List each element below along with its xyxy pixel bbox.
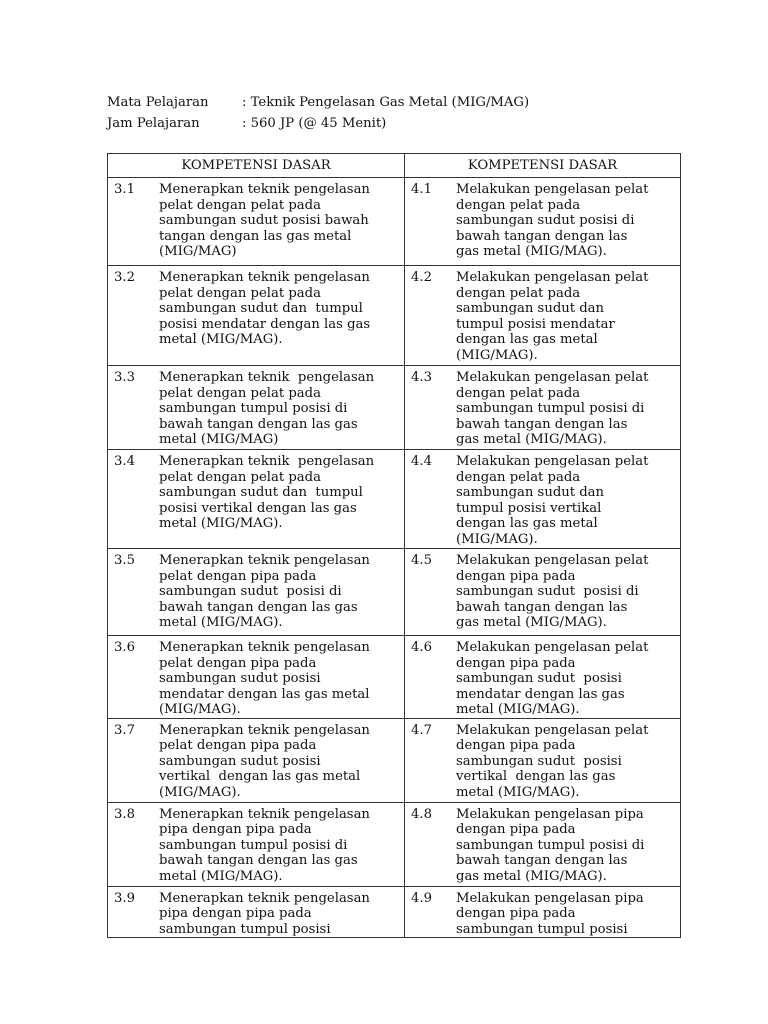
competency-number: 3.2	[114, 270, 135, 285]
subject-value: : Teknik Pengelasan Gas Metal (MIG/MAG)	[242, 95, 530, 110]
competency-text	[456, 640, 680, 718]
competency-text-line: tumpul posisi vertikal	[456, 500, 602, 516]
competency-cell-knowledge	[108, 366, 405, 450]
competency-number: 3.8	[114, 806, 135, 822]
competency-text-line: (MIG/MAG).	[456, 531, 538, 547]
competency-text-line: dengan pelat pada	[456, 469, 581, 485]
competency-text	[456, 891, 680, 938]
competency-text-line: Menerapkan teknik pengelasan	[159, 890, 370, 906]
competency-text-line: dengan pipa pada	[456, 568, 576, 584]
competency-text-line: sambungan sudut posisi	[456, 753, 622, 769]
competency-number: 3.5	[114, 553, 135, 568]
competency-text	[456, 553, 680, 631]
table-row	[108, 636, 681, 719]
competency-text-line: Menerapkan teknik pengelasan	[159, 722, 370, 738]
competency-text-line: tangan dengan las gas metal	[159, 228, 352, 244]
document-header	[107, 92, 529, 134]
competency-text	[159, 454, 404, 532]
competency-cell-knowledge	[108, 636, 405, 719]
competency-text-line: bawah tangan dengan las	[456, 853, 628, 868]
competency-text-line: Menerapkan teknik pengelasan	[159, 270, 370, 285]
competency-number: 3.9	[114, 890, 135, 906]
competency-number: 4.1	[411, 182, 432, 197]
table-row	[108, 266, 681, 366]
competency-text-line: sambungan tumpul posisi	[159, 921, 331, 937]
competency-text-line: dengan pipa pada	[456, 906, 576, 921]
competency-text-line: Menerapkan teknik pengelasan	[159, 370, 375, 385]
competency-text-line: Menerapkan teknik pengelasan	[159, 182, 370, 197]
column-header-knowledge: KOMPETENSI DASAR	[108, 154, 405, 178]
competency-text-line: Melakukan pengelasan pipa	[456, 890, 644, 906]
competency-text-line: Melakukan pengelasan pelat	[456, 722, 649, 738]
competency-text-line: Menerapkan teknik pengelasan	[159, 553, 370, 568]
competency-text-line: sambungan sudut posisi di	[456, 213, 635, 228]
competency-text	[159, 891, 404, 938]
competency-text	[159, 182, 404, 260]
competency-text-line: pelat dengan pelat pada	[159, 197, 321, 213]
competency-text-line: dengan pipa pada	[456, 655, 576, 671]
competency-text-line: metal (MIG/MAG).	[159, 868, 283, 884]
competency-number: 4.5	[411, 553, 432, 568]
hours-label: Jam Pelajaran	[107, 116, 200, 131]
competency-cell-skill	[405, 549, 681, 636]
competency-cell-knowledge	[108, 886, 405, 938]
competency-text-line: sambungan tumpul posisi di	[159, 401, 348, 416]
competency-text-line: vertikal dengan las gas metal	[159, 769, 361, 784]
competency-text-line: bawah tangan dengan las gas	[159, 853, 358, 868]
competency-cell-skill	[405, 886, 681, 938]
competency-number: 4.7	[411, 722, 432, 738]
competency-text-line: sambungan sudut posisi	[159, 753, 321, 769]
competency-text-line: bawah tangan dengan las gas	[159, 416, 358, 432]
table-row	[108, 802, 681, 886]
competency-text-line: pelat dengan pelat pada	[159, 469, 321, 485]
table-row	[108, 366, 681, 450]
competency-cell-knowledge	[108, 549, 405, 636]
competency-text-line: gas metal (MIG/MAG).	[456, 615, 607, 630]
competency-text-line: pelat dengan pipa pada	[159, 655, 317, 671]
competency-cell-knowledge	[108, 266, 405, 366]
competency-cell-skill	[405, 718, 681, 802]
competency-text-line: sambungan tumpul posisi di	[456, 837, 645, 853]
competency-text-line: (MIG/MAG).	[159, 784, 241, 800]
subject-label: Mata Pelajaran	[107, 95, 209, 110]
competency-text-line: dengan pelat pada	[456, 385, 581, 401]
competency-text-line: sambungan sudut posisi bawah	[159, 213, 369, 228]
competency-cell-knowledge	[108, 178, 405, 266]
hours-value: : 560 JP (@ 45 Menit)	[242, 116, 387, 131]
competency-text-line: Menerapkan teknik pengelasan	[159, 640, 370, 655]
competency-number: 4.4	[411, 454, 432, 469]
competency-text	[456, 454, 680, 547]
competency-number: 4.9	[411, 890, 432, 906]
competency-text-line: sambungan sudut posisi	[456, 671, 622, 686]
competency-number: 3.6	[114, 640, 135, 655]
hours-row	[107, 113, 529, 134]
competency-text-line: Melakukan pengelasan pelat	[456, 553, 649, 568]
competency-text-line: dengan pipa pada	[456, 738, 576, 753]
competency-text-line: dengan las gas metal	[456, 332, 598, 347]
competency-text-line: posisi vertikal dengan las gas	[159, 500, 357, 516]
competency-text-line: sambungan tumpul posisi di	[159, 837, 348, 853]
competency-text	[159, 553, 404, 631]
competency-text-line: bawah tangan dengan las	[456, 599, 628, 615]
competency-text-line: gas metal (MIG/MAG).	[456, 868, 607, 884]
competency-text-line: metal (MIG/MAG).	[456, 702, 580, 717]
competency-text	[456, 723, 680, 801]
competency-number: 3.1	[114, 182, 135, 197]
competency-text-line: sambungan tumpul posisi di	[456, 401, 645, 416]
competency-text	[159, 807, 404, 885]
competency-cell-skill	[405, 450, 681, 549]
competency-text-line: sambungan sudut posisi di	[159, 584, 342, 599]
competency-text-line: mendatar dengan las gas	[456, 686, 625, 702]
competency-text	[159, 640, 404, 718]
competency-text-line: (MIG/MAG)	[159, 244, 237, 259]
competency-text-line: Melakukan pengelasan pelat	[456, 182, 649, 197]
competency-text-line: dengan pelat pada	[456, 197, 581, 213]
competency-text-line: mendatar dengan las gas metal	[159, 686, 370, 702]
competency-text-line: dengan pipa pada	[456, 822, 576, 837]
competency-text	[456, 270, 680, 363]
competency-table	[107, 153, 681, 938]
subject-row	[107, 92, 529, 113]
competency-text	[159, 370, 404, 448]
competency-text	[456, 370, 680, 448]
competency-text-line: (MIG/MAG).	[159, 702, 241, 717]
competency-text-line: pelat dengan pipa pada	[159, 738, 317, 753]
competency-number: 3.3	[114, 370, 135, 385]
competency-text-line: sambungan sudut dan tumpul	[159, 301, 363, 316]
competency-number: 4.2	[411, 270, 432, 285]
competency-text-line: Menerapkan teknik pengelasan	[159, 454, 375, 469]
column-header-skill: KOMPETENSI DASAR	[405, 154, 681, 178]
competency-text-line: pelat dengan pelat pada	[159, 285, 321, 301]
table-row	[108, 886, 681, 938]
competency-text-line: metal (MIG/MAG).	[159, 516, 283, 531]
competency-cell-knowledge	[108, 802, 405, 886]
competency-text-line: dengan pelat pada	[456, 285, 581, 301]
competency-text-line: Melakukan pengelasan pelat	[456, 370, 649, 385]
competency-number: 3.4	[114, 454, 135, 469]
competency-text-line: sambungan sudut dan	[456, 301, 605, 316]
competency-text-line: sambungan sudut dan	[456, 485, 605, 500]
competency-text-line: gas metal (MIG/MAG).	[456, 432, 607, 447]
competency-text-line: vertikal dengan las gas	[456, 769, 616, 784]
competency-text-line: dengan las gas metal	[456, 516, 598, 531]
competency-number: 4.8	[411, 806, 432, 822]
competency-text-line: pelat dengan pelat pada	[159, 385, 321, 401]
competency-text-line: bawah tangan dengan las	[456, 416, 628, 432]
table-row	[108, 450, 681, 549]
competency-text-line: tumpul posisi mendatar	[456, 316, 615, 332]
competency-text-line: Melakukan pengelasan pipa	[456, 806, 644, 822]
competency-cell-skill	[405, 636, 681, 719]
competency-text-line: pipa dengan pipa pada	[159, 822, 312, 837]
competency-text-line: bawah tangan dengan las	[456, 228, 628, 244]
competency-text-line: Melakukan pengelasan pelat	[456, 270, 649, 285]
competency-text-line: sambungan sudut posisi	[159, 671, 321, 686]
competency-text	[159, 270, 404, 348]
competency-text-line: (MIG/MAG).	[456, 347, 538, 363]
competency-text-line: bawah tangan dengan las gas	[159, 599, 358, 615]
competency-number: 3.7	[114, 722, 135, 738]
competency-text-line: Melakukan pengelasan pelat	[456, 454, 649, 469]
competency-cell-skill	[405, 266, 681, 366]
competency-text	[159, 723, 404, 801]
competency-text-line: metal (MIG/MAG).	[456, 784, 580, 800]
competency-text-line: sambungan sudut dan tumpul	[159, 485, 363, 500]
competency-text-line: metal (MIG/MAG).	[159, 332, 283, 347]
competency-text-line: pipa dengan pipa pada	[159, 906, 312, 921]
competency-text-line: metal (MIG/MAG).	[159, 615, 283, 630]
table-row	[108, 549, 681, 636]
competency-text	[456, 182, 680, 260]
competency-number: 4.3	[411, 370, 432, 385]
competency-text-line: pelat dengan pipa pada	[159, 568, 317, 584]
competency-text-line: metal (MIG/MAG)	[159, 432, 279, 447]
competency-cell-knowledge	[108, 450, 405, 549]
competency-cell-knowledge	[108, 718, 405, 802]
table-row	[108, 178, 681, 266]
competency-cell-skill	[405, 802, 681, 886]
competency-text-line: sambungan tumpul posisi	[456, 921, 628, 937]
competency-cell-skill	[405, 366, 681, 450]
competency-text-line: gas metal (MIG/MAG).	[456, 244, 607, 259]
competency-number: 4.6	[411, 640, 432, 655]
table-header-row	[108, 154, 681, 178]
competency-text-line: posisi mendatar dengan las gas	[159, 316, 371, 332]
competency-text-line: Melakukan pengelasan pelat	[456, 640, 649, 655]
table-row	[108, 718, 681, 802]
competency-text-line: sambungan sudut posisi di	[456, 584, 639, 599]
competency-cell-skill	[405, 178, 681, 266]
competency-text	[456, 807, 680, 885]
competency-text-line: Menerapkan teknik pengelasan	[159, 806, 370, 822]
